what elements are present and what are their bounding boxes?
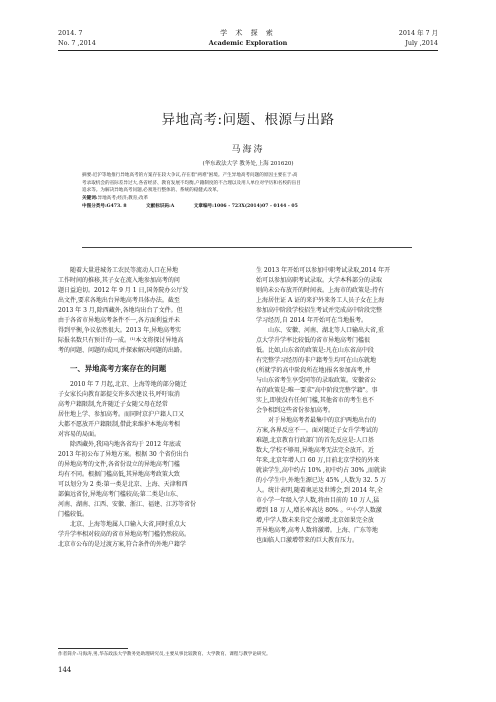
body-line: 低。比如,山东省的政策是:凡在山东省高中段 — [256, 347, 374, 354]
page-number: 144 — [58, 666, 72, 674]
keywords-label: 关键词: — [82, 195, 98, 201]
body-line: 市小学一年级入学人数,将由目前的 10 万人,猛 — [256, 497, 380, 504]
body-line: 山东、安徽、河南、湖北等人口输出大省,重 — [268, 327, 384, 334]
header-number-year: No. 7 ,2014 — [58, 39, 96, 47]
body-line: 除西藏外,我国内地各省均于 2012 年底或 — [70, 441, 181, 448]
abstract-block — [82, 172, 412, 211]
body-left-column — [58, 266, 240, 550]
body-line: 对容易的局面。 — [58, 431, 101, 438]
running-header — [58, 28, 438, 78]
body-line: 参加高中阶段学校招生考试并完成高中阶段完整 — [256, 307, 383, 314]
body-line: 际报名数只有预计的一成。⁽¹⁾本文将探讨异地高 — [58, 337, 184, 344]
body-line: 题日益迫切。2012 年 9 月 1 日,国务院办公厅发 — [58, 287, 189, 294]
header-year-issue: 2014. 7 — [58, 29, 83, 37]
body-line: 出文件,要求各地出台异地高考具体办法。截至 — [58, 297, 180, 304]
journal-name-en: Academic Exploration — [208, 39, 288, 47]
body-line: 可以划分为 2 类:第一类是北京、上海、天津和西 — [58, 481, 188, 488]
body-line: 有完整学习经历的非户籍考生均可在山东就地 — [256, 357, 377, 364]
body-line: 会争相到这些省份参加高考。 — [256, 407, 335, 414]
article-author: 马海涛 — [231, 145, 265, 155]
body-line: 始可以参加高职考试录取。大学本科部分的录取 — [256, 277, 383, 284]
body-line: 学习经历,自 2014 年开始可在当地报考。 — [256, 317, 367, 324]
body-line: 布的政策是:唯一要求"高中阶段完整学籍"。事 — [256, 387, 378, 394]
body-line: 得到平衡,争议依然很大。2013 年,异地高考实 — [58, 327, 181, 334]
header-rule — [58, 50, 438, 51]
body-line: 上海居住证 A 证的来沪外来务工人员子女在上海 — [256, 297, 385, 304]
body-line: 数大,学校不够用,异地高考无法完全放开。近 — [256, 447, 374, 454]
abstract-rule — [82, 247, 412, 248]
body-line: 对于异地高考者最集中的京沪两地出台的 — [268, 417, 377, 424]
body-line: 部偏远省份,异地高考门槛较高;第二类是山东、 — [58, 491, 182, 498]
body-line: 则尚未公布放开的时间表。上海市的政策是:持有 — [256, 287, 385, 294]
body-line: 2013 年 3 月,除西藏外,各地均出台了文件。但 — [58, 307, 183, 314]
body-line: 就读学生,高中约占 10% ,初中约占 30% ,而就读 — [256, 467, 387, 474]
keywords-text: 异地高考;经济;教育;改革 — [97, 195, 149, 201]
body-line: 增到 18 万人,增长率高达 80% 。⁽²⁾小学人数激 — [256, 507, 382, 514]
author-footnote: 作者简介:马海涛,男,华东政法大学教务处助理研究员,主要从事比较教育、大学教育、课程与教学论研究。 — [58, 652, 271, 657]
body-line: 北京、上海等地属人口输入大省,同时重点大 — [70, 521, 186, 528]
body-line: 学升学率相对较高的省市异地高考门槛仍然较高。 — [58, 531, 191, 538]
body-line: 方案,各界反应不一。面对随迁子女升学考试的 — [256, 427, 378, 434]
section-heading: 一、异地高考方案存在的问题 — [70, 364, 167, 373]
body-line: 大都不愿放开户籍限制,借此来维护本地高考相 — [58, 421, 180, 428]
body-line: 2013 年初公布了异地方案。根据 30 个省份出台 — [58, 451, 189, 458]
body-line: 考的问题、问题的成因,并探索解决问题的出路。 — [58, 347, 186, 354]
body-line: 难题,北京教育行政部门的首先反应是:人口基 — [256, 437, 374, 444]
body-line: 的异地高考的文件,各省份设立的异地高考门槛 — [58, 461, 180, 468]
body-line: 高考户籍限制,允许随迁子女随父母在经常 — [58, 401, 168, 408]
body-line: 均有不同。根据门槛高低,其异地高考政策大致 — [58, 471, 180, 478]
classification-row — [82, 203, 412, 211]
body-right-column — [256, 266, 438, 546]
body-line: 河南、湖南、江西、安徽、浙江、福建、江苏等省份 — [58, 501, 197, 508]
document-code: 文献标识码:A — [146, 204, 175, 210]
body-line: 由于各省市异地高考条件不一,各方面利益并未 — [58, 317, 180, 324]
footnote-rule — [58, 648, 128, 649]
body-line: 也面临人口激增带来的巨大教育压力。 — [256, 537, 359, 544]
body-line: 居住地上学、参加高考。而同时京沪户籍人口又 — [58, 411, 185, 418]
header-date-en: July ,2014 — [405, 39, 438, 47]
body-line: 工作时间的推移,其子女在流入地参加高考的问 — [58, 277, 180, 284]
header-date-cn: 2014 年 7 月 — [398, 29, 438, 37]
article-id: 文章编号:1006 - 723X(2014)07 - 0144 - 05 — [193, 204, 298, 210]
header-date-info — [399, 28, 438, 48]
body-line: 北京市公布的是过渡方案,符合条件的外地户籍学 — [58, 541, 186, 548]
body-line: 点大学升学率比较低的省市异地高考门槛很 — [256, 337, 371, 344]
body-line: 门槛较低。 — [58, 511, 89, 518]
body-line: 与山东省考生享受同等的录取政策。安徽省公 — [256, 377, 377, 384]
body-line: 增,中学人数未来肯定会激增,北京如果完全放 — [256, 517, 374, 524]
clc-number: 中图分类号:G473. 8 — [82, 204, 127, 210]
abstract-line: 考录取机会的省际差异过大,各省经济、教育发展不均衡,户籍制度的不合理以及用人单位对学历和名校的盲目 — [82, 180, 301, 186]
body-line: 年来,北京年增人口 60 万,目前北京学校的外来 — [256, 457, 380, 464]
body-line: 随着大量进城务工农民等流动人口在异地 — [70, 267, 179, 274]
body-line: 2010 年 7 月起,北京、上海等地的部分随迁 — [70, 381, 187, 388]
body-line: 的小学生中,外地生源已达 45% ,人数为 32. 5 万 — [256, 477, 387, 484]
abstract-line: 摘要:近沪等地推行异地高考的方案存在较大争议,存在着"两难"困境。产生异地高考问题的原因主要在于:高 — [82, 173, 298, 178]
body-line: 生 2013 年开始可以参加中职考试录取,2014 年开 — [256, 267, 391, 274]
body-line: 开异地高考,高考人数将激增。上海、广东等地 — [256, 527, 378, 534]
body-line: 实上,即使没有任何门槛,其他省市的考生也不 — [256, 397, 374, 404]
abstract-line: 追求等。为解决异地高考问题,必须进行整体的、系统的稳健式改革。 — [82, 188, 222, 194]
body-line: 子女家长向教育部提交许多次建议书,呼吁取消 — [58, 391, 180, 398]
keywords-row — [82, 195, 412, 203]
header-journal-name — [58, 28, 438, 48]
author-affiliation: (华东政法大学 教务处,上海 201620) — [202, 161, 294, 167]
body-line: (所就学的高中阶段所在地)报名参加高考,并 — [256, 367, 371, 374]
article-title: 异地高考:问题、根源与出路 — [161, 112, 335, 128]
journal-name-cn: 学 术 探 索 — [220, 29, 276, 37]
body-line: 人。统计表明,随着奥运及世博会,到 2014 年,全 — [256, 487, 383, 494]
